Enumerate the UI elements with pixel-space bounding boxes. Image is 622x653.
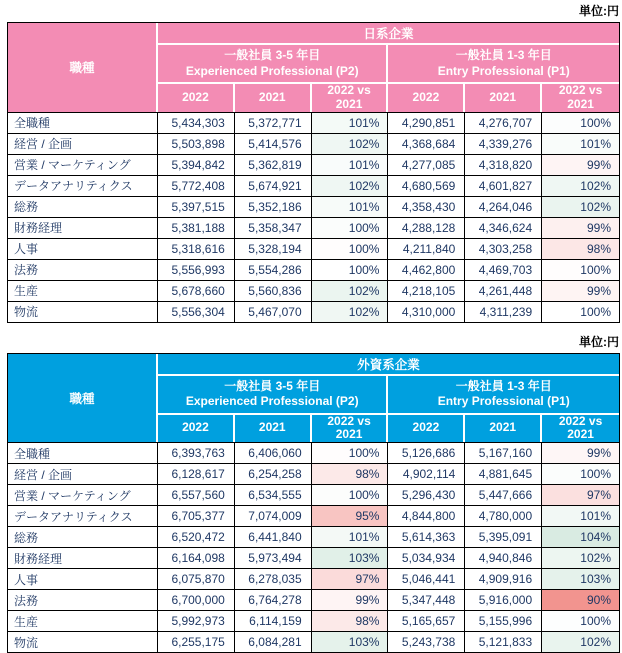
salary-cell: 4,601,827 [465, 176, 542, 197]
salary-cell: 4,940,846 [465, 548, 542, 569]
ratio-cell: 100% [312, 239, 389, 260]
year-column-header: 2021 [235, 84, 312, 112]
salary-cell: 6,393,763 [158, 442, 235, 464]
ratio-cell: 97% [542, 485, 619, 506]
salary-cell: 4,358,430 [388, 197, 465, 218]
table-row [8, 112, 619, 134]
ratio-cell: 101% [542, 506, 619, 527]
table-row [8, 197, 619, 218]
table-row [8, 485, 619, 506]
table-row [8, 590, 619, 611]
salary-cell: 4,780,000 [465, 506, 542, 527]
group-header-line2: Entry Professional (P1) [437, 63, 570, 78]
salary-cell: 4,311,239 [465, 302, 542, 322]
ratio-cell: 102% [542, 548, 619, 569]
ratio-cell: 100% [542, 302, 619, 322]
table-row [8, 134, 619, 155]
company-type-banner: 外資系企業 [158, 354, 619, 376]
salary-cell: 5,614,363 [388, 527, 465, 548]
salary-cell: 5,243,738 [388, 632, 465, 652]
table-row [8, 176, 619, 197]
table-row [8, 281, 619, 302]
year-column-header: 2022 vs 2021 [312, 84, 389, 112]
year-column-header: 2022 [388, 84, 465, 112]
ratio-cell: 101% [312, 155, 389, 176]
ratio-cell: 100% [542, 464, 619, 485]
ratio-cell: 99% [542, 155, 619, 176]
job-label-cell: データアナリティクス [8, 176, 158, 197]
salary-cell: 6,255,175 [158, 632, 235, 652]
salary-cell: 5,397,515 [158, 197, 235, 218]
ratio-cell: 103% [542, 569, 619, 590]
salary-cell: 5,155,996 [465, 611, 542, 632]
salary-table-foreign [7, 353, 620, 653]
table-row [8, 548, 619, 569]
group-header-p2 [158, 45, 388, 84]
ratio-cell: 98% [542, 239, 619, 260]
salary-cell: 5,381,188 [158, 218, 235, 239]
job-label-cell: 全職種 [8, 112, 158, 134]
ratio-cell: 102% [542, 632, 619, 652]
ratio-cell: 100% [312, 260, 389, 281]
ratio-cell: 99% [542, 281, 619, 302]
salary-cell: 5,503,898 [158, 134, 235, 155]
salary-cell: 6,114,159 [235, 611, 312, 632]
salary-cell: 5,034,934 [388, 548, 465, 569]
job-label-cell: 人事 [8, 239, 158, 260]
salary-cell: 4,339,276 [465, 134, 542, 155]
ratio-cell: 98% [312, 464, 389, 485]
ratio-cell: 100% [542, 112, 619, 134]
salary-cell: 5,296,430 [388, 485, 465, 506]
year-column-header: 2022 vs 2021 [312, 415, 389, 443]
job-label-cell: 総務 [8, 197, 158, 218]
job-label-cell: 法務 [8, 590, 158, 611]
ratio-cell: 97% [312, 569, 389, 590]
salary-cell: 5,121,833 [465, 632, 542, 652]
job-label-cell: 経営 / 企画 [8, 134, 158, 155]
salary-cell: 6,406,060 [235, 442, 312, 464]
salary-cell: 5,318,616 [158, 239, 235, 260]
year-column-header: 2022 [158, 415, 235, 443]
salary-cell: 6,441,840 [235, 527, 312, 548]
group-header-line1: 一般社員 3-5 年目 [224, 47, 321, 62]
salary-cell: 4,680,569 [388, 176, 465, 197]
salary-cell: 7,074,009 [235, 506, 312, 527]
salary-table-domestic [7, 22, 620, 323]
ratio-cell: 103% [312, 632, 389, 652]
ratio-cell: 102% [542, 176, 619, 197]
salary-cell: 5,165,657 [388, 611, 465, 632]
job-label-cell: 財務経理 [8, 218, 158, 239]
salary-cell: 6,534,555 [235, 485, 312, 506]
salary-cell: 4,902,114 [388, 464, 465, 485]
group-header-line1: 一般社員 3-5 年目 [224, 378, 321, 393]
year-column-header: 2021 [235, 415, 312, 443]
job-label-cell: 生産 [8, 281, 158, 302]
ratio-cell: 100% [312, 485, 389, 506]
salary-cell: 5,916,000 [465, 590, 542, 611]
ratio-cell: 90% [542, 590, 619, 611]
salary-cell: 5,372,771 [235, 112, 312, 134]
salary-cell: 4,368,684 [388, 134, 465, 155]
salary-cell: 4,277,085 [388, 155, 465, 176]
job-label-cell: 人事 [8, 569, 158, 590]
salary-cell: 5,126,686 [388, 442, 465, 464]
header-row-banner [8, 23, 619, 45]
salary-cell: 6,557,560 [158, 485, 235, 506]
salary-cell: 4,218,105 [388, 281, 465, 302]
salary-cell: 5,772,408 [158, 176, 235, 197]
ratio-cell: 101% [312, 112, 389, 134]
table-row [8, 218, 619, 239]
ratio-cell: 102% [312, 134, 389, 155]
salary-cell: 6,164,098 [158, 548, 235, 569]
salary-cell: 5,395,091 [465, 527, 542, 548]
job-label-cell: 物流 [8, 302, 158, 322]
job-label-cell: 総務 [8, 527, 158, 548]
salary-cell: 4,318,820 [465, 155, 542, 176]
salary-cell: 5,352,186 [235, 197, 312, 218]
table-row [8, 506, 619, 527]
table-row [8, 611, 619, 632]
year-column-header: 2021 [465, 415, 542, 443]
salary-cell: 5,674,921 [235, 176, 312, 197]
ratio-cell: 101% [312, 527, 389, 548]
ratio-cell: 101% [312, 197, 389, 218]
job-label-cell: 財務経理 [8, 548, 158, 569]
group-header-line1: 一般社員 1-3 年目 [455, 47, 552, 62]
table-row [8, 155, 619, 176]
job-label-cell: 経営 / 企画 [8, 464, 158, 485]
table-row [8, 527, 619, 548]
job-label-cell: 全職種 [8, 442, 158, 464]
table-row [8, 632, 619, 652]
salary-cell: 5,358,347 [235, 218, 312, 239]
salary-cell: 6,128,617 [158, 464, 235, 485]
ratio-cell: 99% [542, 218, 619, 239]
salary-cell: 5,556,993 [158, 260, 235, 281]
salary-cell: 5,394,842 [158, 155, 235, 176]
salary-cell: 6,254,258 [235, 464, 312, 485]
group-header-p2 [158, 376, 388, 415]
salary-cell: 5,167,160 [465, 442, 542, 464]
ratio-cell: 104% [542, 527, 619, 548]
salary-cell: 4,303,258 [465, 239, 542, 260]
group-header-line2: Experienced Professional (P2) [185, 63, 359, 78]
job-label-cell: 法務 [8, 260, 158, 281]
job-label-cell: 営業 / マーケティング [8, 155, 158, 176]
salary-cell: 6,700,000 [158, 590, 235, 611]
ratio-cell: 100% [312, 442, 389, 464]
salary-cell: 6,705,377 [158, 506, 235, 527]
salary-cell: 4,881,645 [465, 464, 542, 485]
salary-cell: 5,434,303 [158, 112, 235, 134]
ratio-cell: 102% [542, 197, 619, 218]
salary-cell: 4,909,916 [465, 569, 542, 590]
salary-cell: 4,261,448 [465, 281, 542, 302]
year-column-header: 2021 [465, 84, 542, 112]
salary-cell: 4,288,128 [388, 218, 465, 239]
unit-label-domestic: 単位:円 [579, 4, 619, 18]
ratio-cell: 98% [312, 611, 389, 632]
year-column-header: 2022 vs 2021 [542, 84, 619, 112]
salary-cell: 4,346,624 [465, 218, 542, 239]
ratio-cell: 99% [542, 442, 619, 464]
group-header-p1 [388, 45, 619, 84]
salary-cell: 4,264,046 [465, 197, 542, 218]
group-header-line2: Experienced Professional (P2) [185, 394, 359, 409]
salary-cell: 4,211,840 [388, 239, 465, 260]
salary-cell: 4,469,703 [465, 260, 542, 281]
table-foreign [8, 354, 619, 653]
table-row [8, 302, 619, 322]
ratio-cell: 103% [312, 548, 389, 569]
salary-cell: 6,764,278 [235, 590, 312, 611]
table-row [8, 239, 619, 260]
salary-cell: 6,084,281 [235, 632, 312, 652]
salary-cell: 5,992,973 [158, 611, 235, 632]
unit-label-foreign: 単位:円 [579, 334, 619, 349]
salary-cell: 5,467,070 [235, 302, 312, 322]
job-label-cell: 物流 [8, 632, 158, 652]
salary-cell: 5,414,576 [235, 134, 312, 155]
group-header-line1: 一般社員 1-3 年目 [455, 378, 552, 393]
table-row [8, 260, 619, 281]
job-label-cell: 営業 / マーケティング [8, 485, 158, 506]
salary-cell: 4,844,800 [388, 506, 465, 527]
salary-cell: 5,560,836 [235, 281, 312, 302]
salary-cell: 4,462,800 [388, 260, 465, 281]
job-label-cell: 生産 [8, 611, 158, 632]
salary-cell: 4,310,000 [388, 302, 465, 322]
table-domestic [8, 23, 619, 322]
ratio-cell: 101% [542, 134, 619, 155]
salary-cell: 6,520,472 [158, 527, 235, 548]
salary-cell: 4,290,851 [388, 112, 465, 134]
salary-cell: 5,347,448 [388, 590, 465, 611]
group-header-line2: Entry Professional (P1) [437, 394, 570, 409]
salary-cell: 5,678,660 [158, 281, 235, 302]
salary-cell: 5,046,441 [388, 569, 465, 590]
year-column-header: 2022 [158, 84, 235, 112]
job-label-cell: データアナリティクス [8, 506, 158, 527]
salary-cell: 5,362,819 [235, 155, 312, 176]
table-row [8, 442, 619, 464]
ratio-cell: 100% [542, 260, 619, 281]
group-header-p1 [388, 376, 619, 415]
company-type-banner: 日系企業 [158, 23, 619, 45]
job-type-column-header: 職種 [8, 354, 158, 443]
year-column-header: 2022 [388, 415, 465, 443]
ratio-cell: 100% [312, 218, 389, 239]
year-column-header: 2022 vs 2021 [542, 415, 619, 443]
salary-cell: 4,276,707 [465, 112, 542, 134]
salary-cell: 6,075,870 [158, 569, 235, 590]
salary-cell: 5,328,194 [235, 239, 312, 260]
ratio-cell: 99% [312, 590, 389, 611]
salary-cell: 6,278,035 [235, 569, 312, 590]
salary-cell: 5,973,494 [235, 548, 312, 569]
table-row [8, 464, 619, 485]
salary-cell: 5,556,304 [158, 302, 235, 322]
ratio-cell: 102% [312, 176, 389, 197]
ratio-cell: 102% [312, 281, 389, 302]
table-row [8, 569, 619, 590]
job-type-column-header: 職種 [8, 23, 158, 112]
ratio-cell: 102% [312, 302, 389, 322]
ratio-cell: 100% [542, 611, 619, 632]
salary-cell: 5,554,286 [235, 260, 312, 281]
ratio-cell: 95% [312, 506, 389, 527]
header-row-banner [8, 354, 619, 376]
salary-cell: 5,447,666 [465, 485, 542, 506]
